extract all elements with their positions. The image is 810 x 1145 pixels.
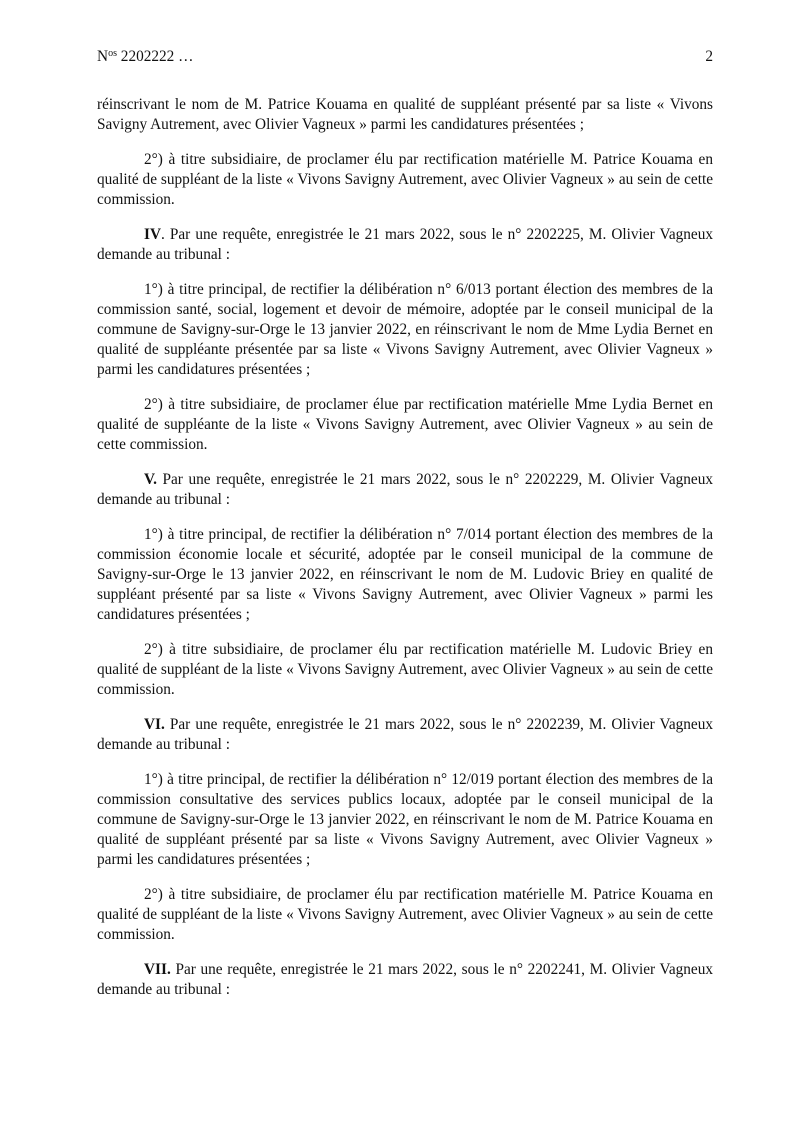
paragraph-text: 2°) à titre subsidiaire, de proclamer élu par rectification matérielle M. Patrice Kouama en qualité de suppléant de la liste « Vivons Savigny Autrement, avec Olivier Vagneux » au sein de cette commission. <box>97 151 713 208</box>
paragraph <box>97 395 713 455</box>
case-number-reference <box>97 48 193 66</box>
paragraph-text: . Par une requête, enregistrée le 21 mars 2022, sous le n° 2202225, M. Olivier Vagneux demande au tribunal : <box>97 226 713 263</box>
paragraph <box>97 150 713 210</box>
paragraph <box>97 885 713 945</box>
case-prefix: N <box>97 48 109 65</box>
case-numbers: 2202222 … <box>116 48 194 65</box>
section-number: IV <box>144 226 161 243</box>
page-header <box>97 48 713 66</box>
paragraph-text: 2°) à titre subsidiaire, de proclamer élu par rectification matérielle M. Patrice Kouama en qualité de suppléant de la liste « Vivons Savigny Autrement, avec Olivier Vagneux » au sein de cette commission. <box>97 886 713 943</box>
section-number: V. <box>144 471 157 488</box>
paragraph-text: 1°) à titre principal, de rectifier la délibération n° 12/019 portant élection des membres de la commission consultative des services publics locaux, adoptée par le conseil municipal de la commune de Savigny-sur-Orge le 13 janvier 2022, en réinscrivant le nom de M. Patrice Kouama en qualité de suppléant présenté par sa liste « Vivons Savigny Autrement, avec Olivier Vagneux » parmi les candidatures présentées ; <box>97 771 713 868</box>
paragraph-text: Par une requête, enregistrée le 21 mars 2022, sous le n° 2202241, M. Olivier Vagneux demande au tribunal : <box>97 961 713 998</box>
paragraph-text: 1°) à titre principal, de rectifier la délibération n° 6/013 portant élection des membres de la commission santé, social, logement et devoir de mémoire, adoptée par le conseil municipal de la commune de Savigny-sur-Orge le 13 janvier 2022, en réinscrivant le nom de Mme Lydia Bernet en qualité de suppléante présentée par sa liste « Vivons Savigny Autrement, avec Olivier Vagneux » parmi les candidatures présentées ; <box>97 281 713 378</box>
paragraph <box>97 640 713 700</box>
request-paragraph <box>97 225 713 265</box>
paragraph-text: 1°) à titre principal, de rectifier la délibération n° 7/014 portant élection des membres de la commission économie locale et sécurité, adoptée par le conseil municipal de la commune de Savigny-sur-Orge le 13 janvier 2022, en réinscrivant le nom de M. Ludovic Briey en qualité de suppléant présenté par sa liste « Vivons Savigny Autrement, avec Olivier Vagneux » parmi les candidatures présentées ; <box>97 526 713 623</box>
request-paragraph <box>97 470 713 510</box>
paragraph-text: 2°) à titre subsidiaire, de proclamer élu par rectification matérielle M. Ludovic Briey en qualité de suppléant de la liste « Vivons Savigny Autrement, avec Olivier Vagneux » au sein de cette commission. <box>97 641 713 698</box>
paragraph-text: 2°) à titre subsidiaire, de proclamer élue par rectification matérielle Mme Lydia Bernet en qualité de suppléante de la liste « Vivons Savigny Autrement, avec Olivier Vagneux » au sein de cette commission. <box>97 396 713 453</box>
paragraph <box>97 95 713 135</box>
paragraph-text: réinscrivant le nom de M. Patrice Kouama en qualité de suppléant présenté par sa liste « Vivons Savigny Autrement, avec Olivier Vagneux » parmi les candidatures présentées ; <box>97 96 713 133</box>
section-number: VII. <box>144 961 171 978</box>
page-number: 2 <box>705 48 713 65</box>
paragraph <box>97 525 713 625</box>
section-number: VI. <box>144 716 165 733</box>
document-body <box>97 95 713 1015</box>
paragraph-text: Par une requête, enregistrée le 21 mars 2022, sous le n° 2202239, M. Olivier Vagneux demande au tribunal : <box>97 716 713 753</box>
paragraph <box>97 280 713 380</box>
request-paragraph <box>97 715 713 755</box>
request-paragraph <box>97 960 713 1000</box>
paragraph-text: Par une requête, enregistrée le 21 mars 2022, sous le n° 2202229, M. Olivier Vagneux demande au tribunal : <box>97 471 713 508</box>
paragraph <box>97 770 713 870</box>
case-prefix-superscript: os <box>108 48 117 59</box>
